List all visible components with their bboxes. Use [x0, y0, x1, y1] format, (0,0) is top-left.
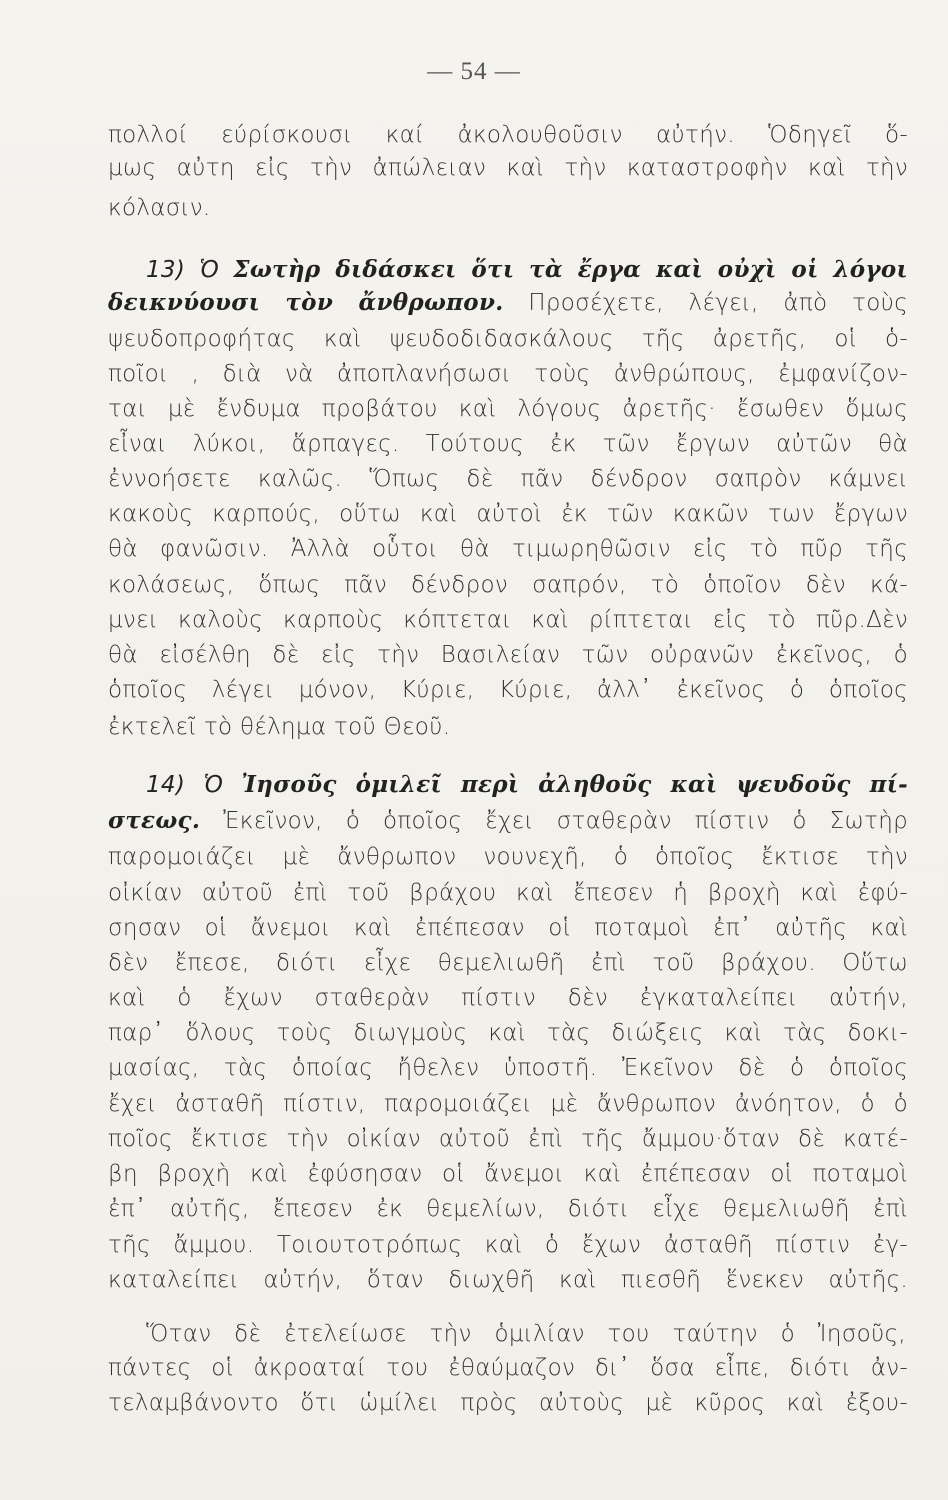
- page-number: — 54 —: [427, 58, 521, 85]
- text-line: κακοὺς καρπούς, οὕτω καὶ αὐτοὶ ἐκ τῶν κακῶν των ἔργων: [108, 501, 908, 527]
- text-line: καὶ ὁ ἔχων σταθερὰν πίστιν δὲν ἐγκαταλείπει αὐτήν,: [108, 985, 908, 1011]
- text-line: κολάσεως, ὅπως πᾶν δένδρον σαπρόν, τὸ ὁποῖον δὲν κά-: [108, 572, 908, 598]
- text-line: ψευδοπροφήτας καὶ ψευδοδιδασκάλους τῆς ἀρετῆς, οἱ ὁ-: [108, 326, 908, 352]
- text-line: [108, 288, 908, 318]
- text-line: μως αὐτη εἰς τὴν ἀπώλειαν καὶ τὴν καταστροφὴν καὶ τὴν: [108, 155, 908, 181]
- section-number: 13) Ὁ: [146, 257, 220, 283]
- text-line: εἶναι λύκοι, ἅρπαγες. Τούτους ἐκ τῶν ἔργων αὐτῶν θὰ: [108, 431, 908, 457]
- text-line: ἐννοήσετε καλῶς. Ὅπως δὲ πᾶν δένδρον σαπρὸν κάμνει: [108, 466, 908, 492]
- text-line: τῆς ἄμμου. Τοιουτοτρόπως καὶ ὁ ἔχων ἀσταθῆ πίστιν ἐγ-: [108, 1232, 908, 1258]
- text-line: ἐκτελεῖ τὸ θέλημα τοῦ Θεοῦ.: [108, 714, 451, 740]
- text-line: μασίας, τὰς ὁποίας ἤθελεν ὑποστῆ. Ἐκεῖνον δὲ ὁ ὁποῖος: [108, 1055, 908, 1081]
- text-line: ποῖοι , διὰ νὰ ἀποπλανήσωσι τοὺς ἀνθρώπους, ἐμφανίζον-: [108, 361, 908, 387]
- text-line: πάντες οἱ ἀκροαταί του ἐθαύμαζον δι᾽ ὅσα εἶπε, διότι ἀν-: [108, 1355, 908, 1381]
- text-line: ὁποῖος λέγει μόνον, Κύριε, Κύριε, ἀλλ᾽ ἐκεῖνος ὁ ὁποῖος: [108, 677, 908, 703]
- text-line: παρ᾽ ὅλους τοὺς διωγμοὺς καὶ τὰς διώξεις καὶ τὰς δοκι-: [108, 1020, 908, 1046]
- text-line: βη βροχὴ καὶ ἐφύσησαν οἱ ἄνεμοι καὶ ἐπέπεσαν οἱ ποταμοὶ: [108, 1161, 908, 1187]
- text-line: κόλασιν.: [108, 195, 211, 221]
- section-title: Σωτὴρ διδάσκει ὅτι τὰ ἔργα καὶ οὐχὶ οἱ λόγοι: [233, 256, 908, 283]
- text-line: οἰκίαν αὐτοῦ ἐπὶ τοῦ βράχου καὶ ἔπεσεν ἡ βροχὴ καὶ ἐφύ-: [108, 880, 908, 906]
- text-line: ται μὲ ἔνδυμα προβάτου καὶ λόγους ἀρετῆς· ἔσωθεν ὅμως: [108, 396, 908, 422]
- text-line: παρομοιάζει μὲ ἄνθρωπον νουνεχῆ, ὁ ὁποῖος ἔκτισε τὴν: [108, 844, 908, 870]
- text-line: τελαμβάνοντο ὅτι ὡμίλει πρὸς αὐτοὺς μὲ κῦρος καὶ ἐξου-: [108, 1390, 908, 1416]
- section-title-cont: στεως.: [108, 807, 201, 834]
- text-line: ἔχει ἀσταθῆ πίστιν, παρομοιάζει μὲ ἄνθρωπον ἀνόητον, ὁ ὁ: [108, 1091, 908, 1117]
- section-title: Ἰησοῦς ὁμιλεῖ περὶ ἀληθοῦς καὶ ψευδοῦς πί-: [241, 771, 908, 798]
- section-number: 14) Ὁ: [146, 772, 224, 798]
- text-line: ποῖος ἔκτισε τὴν οἰκίαν αὐτοῦ ἐπὶ τῆς ἄμμου·ὅταν δὲ κατέ-: [108, 1126, 908, 1152]
- text-line: μνει καλοὺς καρποὺς κόπτεται καὶ ρίπτεται εἰς τὸ πῦρ.Δὲν: [108, 607, 908, 633]
- paragraph-start: Προσέχετε, λέγει, ἀπὸ τοὺς: [503, 290, 908, 316]
- section-title-cont: δεικνύουσι τὸν ἄνθρωπον.: [108, 289, 504, 316]
- paragraph-start: Ἐκεῖνον, ὁ ὁποῖος ἔχει σταθερὰν πίστιν ὁ Σωτὴρ: [200, 808, 908, 834]
- text-line: Ὅταν δὲ ἐτελείωσε τὴν ὁμιλίαν του ταύτην ὁ Ἰησοῦς,: [146, 1321, 906, 1347]
- text-line: πολλοί εύρίσκουσι καί ἀκολουθοῦσιν αὐτήν. Ὁδηγεῖ ὅ-: [108, 122, 908, 148]
- text-line: σησαν οἱ ἄνεμοι καὶ ἐπέπεσαν οἱ ποταμοὶ ἐπ᾽ αὐτῆς καὶ: [108, 915, 908, 941]
- text-line: θὰ φανῶσιν. Ἀλλὰ οὗτοι θὰ τιμωρηθῶσιν εἰς τὸ πῦρ τῆς: [108, 536, 908, 562]
- text-line: δὲν ἔπεσε, διότι εἶχε θεμελιωθῆ ἐπὶ τοῦ βράχου. Οὕτω: [108, 950, 908, 976]
- section-heading-14: [146, 770, 908, 800]
- text-line: θὰ εἰσέλθη δὲ εἰς τὴν Βασιλείαν τῶν οὐρανῶν ἐκεῖνος, ὁ: [108, 642, 908, 668]
- text-line: ἐπ᾽ αὐτῆς, ἔπεσεν ἐκ θεμελίων, διότι εἶχε θεμελιωθῆ ἐπὶ: [108, 1196, 908, 1222]
- section-heading-13: [146, 255, 908, 285]
- text-line: καταλείπει αὐτήν, ὅταν διωχθῆ καὶ πιεσθῆ ἕνεκεν αὐτῆς.: [108, 1267, 908, 1293]
- text-line: [108, 806, 908, 836]
